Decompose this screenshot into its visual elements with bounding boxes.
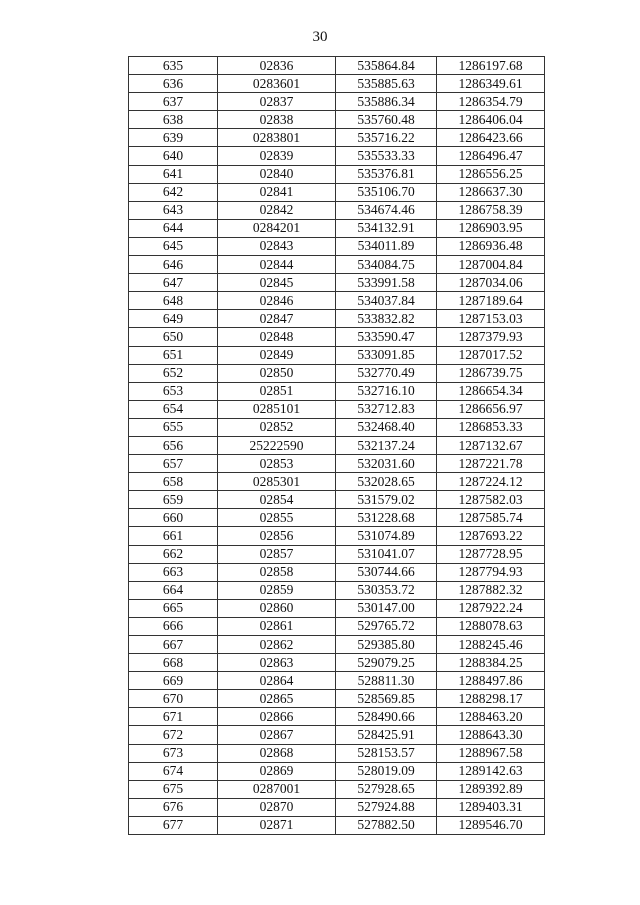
row-index-cell: 658 [129, 473, 218, 491]
y-coordinate-cell: 1287794.93 [437, 563, 545, 581]
point-id-cell: 0285301 [218, 473, 336, 491]
row-index-cell: 646 [129, 256, 218, 274]
row-index-cell: 670 [129, 690, 218, 708]
table-row [129, 780, 545, 798]
x-coordinate-cell: 535760.48 [336, 111, 437, 129]
row-index-cell: 674 [129, 762, 218, 780]
x-coordinate-cell: 533091.85 [336, 346, 437, 364]
row-index-cell: 642 [129, 183, 218, 201]
table-row [129, 726, 545, 744]
point-id-cell: 02867 [218, 726, 336, 744]
y-coordinate-cell: 1286853.33 [437, 418, 545, 436]
coordinates-table [128, 56, 545, 835]
x-coordinate-cell: 528811.30 [336, 672, 437, 690]
table-row [129, 237, 545, 255]
point-id-cell: 02852 [218, 418, 336, 436]
row-index-cell: 673 [129, 744, 218, 762]
x-coordinate-cell: 530147.00 [336, 599, 437, 617]
x-coordinate-cell: 527882.50 [336, 816, 437, 834]
y-coordinate-cell: 1288384.25 [437, 654, 545, 672]
point-id-cell: 02854 [218, 491, 336, 509]
point-id-cell: 02839 [218, 147, 336, 165]
table-row [129, 57, 545, 75]
x-coordinate-cell: 532716.10 [336, 382, 437, 400]
x-coordinate-cell: 532137.24 [336, 436, 437, 454]
y-coordinate-cell: 1287132.67 [437, 436, 545, 454]
point-id-cell: 0287001 [218, 780, 336, 798]
x-coordinate-cell: 535885.63 [336, 75, 437, 93]
x-coordinate-cell: 531041.07 [336, 545, 437, 563]
table-row [129, 436, 545, 454]
y-coordinate-cell: 1287017.52 [437, 346, 545, 364]
row-index-cell: 641 [129, 165, 218, 183]
table-row [129, 816, 545, 834]
table-row [129, 545, 545, 563]
table-row [129, 400, 545, 418]
row-index-cell: 643 [129, 201, 218, 219]
table-row [129, 328, 545, 346]
y-coordinate-cell: 1288497.86 [437, 672, 545, 690]
row-index-cell: 637 [129, 93, 218, 111]
table-row [129, 147, 545, 165]
y-coordinate-cell: 1286556.25 [437, 165, 545, 183]
x-coordinate-cell: 531579.02 [336, 491, 437, 509]
x-coordinate-cell: 535376.81 [336, 165, 437, 183]
row-index-cell: 655 [129, 418, 218, 436]
y-coordinate-cell: 1288643.30 [437, 726, 545, 744]
y-coordinate-cell: 1289403.31 [437, 798, 545, 816]
table-row [129, 274, 545, 292]
x-coordinate-cell: 532028.65 [336, 473, 437, 491]
point-id-cell: 02859 [218, 581, 336, 599]
point-id-cell: 02843 [218, 237, 336, 255]
point-id-cell: 02870 [218, 798, 336, 816]
table-row [129, 292, 545, 310]
row-index-cell: 668 [129, 654, 218, 672]
y-coordinate-cell: 1287004.84 [437, 256, 545, 274]
point-id-cell: 02838 [218, 111, 336, 129]
x-coordinate-cell: 533590.47 [336, 328, 437, 346]
x-coordinate-cell: 532712.83 [336, 400, 437, 418]
row-index-cell: 677 [129, 816, 218, 834]
table-row [129, 672, 545, 690]
point-id-cell: 02858 [218, 563, 336, 581]
row-index-cell: 660 [129, 509, 218, 527]
y-coordinate-cell: 1287224.12 [437, 473, 545, 491]
y-coordinate-cell: 1288298.17 [437, 690, 545, 708]
point-id-cell: 02840 [218, 165, 336, 183]
point-id-cell: 02862 [218, 636, 336, 654]
point-id-cell: 02865 [218, 690, 336, 708]
x-coordinate-cell: 527924.88 [336, 798, 437, 816]
table-row [129, 798, 545, 816]
y-coordinate-cell: 1287882.32 [437, 581, 545, 599]
y-coordinate-cell: 1287153.03 [437, 310, 545, 328]
y-coordinate-cell: 1286423.66 [437, 129, 545, 147]
point-id-cell: 02856 [218, 527, 336, 545]
table-row [129, 382, 545, 400]
row-index-cell: 645 [129, 237, 218, 255]
x-coordinate-cell: 534011.89 [336, 237, 437, 255]
x-coordinate-cell: 534674.46 [336, 201, 437, 219]
point-id-cell: 0285101 [218, 400, 336, 418]
table-row [129, 256, 545, 274]
point-id-cell: 02851 [218, 382, 336, 400]
y-coordinate-cell: 1288078.63 [437, 617, 545, 635]
x-coordinate-cell: 535716.22 [336, 129, 437, 147]
table-row [129, 762, 545, 780]
table-row [129, 346, 545, 364]
y-coordinate-cell: 1286406.04 [437, 111, 545, 129]
x-coordinate-cell: 532468.40 [336, 418, 437, 436]
y-coordinate-cell: 1287922.24 [437, 599, 545, 617]
point-id-cell: 02863 [218, 654, 336, 672]
point-id-cell: 0283801 [218, 129, 336, 147]
y-coordinate-cell: 1289392.89 [437, 780, 545, 798]
table-row [129, 690, 545, 708]
point-id-cell: 02850 [218, 364, 336, 382]
row-index-cell: 666 [129, 617, 218, 635]
x-coordinate-cell: 528569.85 [336, 690, 437, 708]
y-coordinate-cell: 1286354.79 [437, 93, 545, 111]
x-coordinate-cell: 528019.09 [336, 762, 437, 780]
point-id-cell: 02868 [218, 744, 336, 762]
table-row [129, 75, 545, 93]
row-index-cell: 675 [129, 780, 218, 798]
row-index-cell: 636 [129, 75, 218, 93]
x-coordinate-cell: 528490.66 [336, 708, 437, 726]
point-id-cell: 02864 [218, 672, 336, 690]
row-index-cell: 665 [129, 599, 218, 617]
table-row [129, 581, 545, 599]
table-row [129, 617, 545, 635]
point-id-cell: 02846 [218, 292, 336, 310]
table-row [129, 473, 545, 491]
table-row [129, 310, 545, 328]
table-row [129, 364, 545, 382]
row-index-cell: 647 [129, 274, 218, 292]
row-index-cell: 663 [129, 563, 218, 581]
row-index-cell: 672 [129, 726, 218, 744]
row-index-cell: 659 [129, 491, 218, 509]
y-coordinate-cell: 1286656.97 [437, 400, 545, 418]
x-coordinate-cell: 535886.34 [336, 93, 437, 111]
x-coordinate-cell: 535864.84 [336, 57, 437, 75]
y-coordinate-cell: 1287034.06 [437, 274, 545, 292]
y-coordinate-cell: 1288463.20 [437, 708, 545, 726]
y-coordinate-cell: 1286496.47 [437, 147, 545, 165]
table-row [129, 744, 545, 762]
y-coordinate-cell: 1286758.39 [437, 201, 545, 219]
row-index-cell: 653 [129, 382, 218, 400]
point-id-cell: 02857 [218, 545, 336, 563]
table-row [129, 129, 545, 147]
point-id-cell: 02860 [218, 599, 336, 617]
row-index-cell: 640 [129, 147, 218, 165]
row-index-cell: 664 [129, 581, 218, 599]
point-id-cell: 02871 [218, 816, 336, 834]
point-id-cell: 02836 [218, 57, 336, 75]
point-id-cell: 02849 [218, 346, 336, 364]
row-index-cell: 667 [129, 636, 218, 654]
y-coordinate-cell: 1287379.93 [437, 328, 545, 346]
y-coordinate-cell: 1287693.22 [437, 527, 545, 545]
y-coordinate-cell: 1289546.70 [437, 816, 545, 834]
y-coordinate-cell: 1287582.03 [437, 491, 545, 509]
x-coordinate-cell: 531228.68 [336, 509, 437, 527]
x-coordinate-cell: 535106.70 [336, 183, 437, 201]
point-id-cell: 02861 [218, 617, 336, 635]
row-index-cell: 654 [129, 400, 218, 418]
point-id-cell: 02844 [218, 256, 336, 274]
x-coordinate-cell: 533991.58 [336, 274, 437, 292]
row-index-cell: 650 [129, 328, 218, 346]
point-id-cell: 25222590 [218, 436, 336, 454]
point-id-cell: 02841 [218, 183, 336, 201]
row-index-cell: 635 [129, 57, 218, 75]
row-index-cell: 648 [129, 292, 218, 310]
row-index-cell: 657 [129, 455, 218, 473]
point-id-cell: 02842 [218, 201, 336, 219]
y-coordinate-cell: 1289142.63 [437, 762, 545, 780]
x-coordinate-cell: 529079.25 [336, 654, 437, 672]
x-coordinate-cell: 535533.33 [336, 147, 437, 165]
table-row [129, 418, 545, 436]
x-coordinate-cell: 534084.75 [336, 256, 437, 274]
row-index-cell: 661 [129, 527, 218, 545]
row-index-cell: 671 [129, 708, 218, 726]
table-row [129, 93, 545, 111]
row-index-cell: 649 [129, 310, 218, 328]
table-row [129, 599, 545, 617]
y-coordinate-cell: 1286739.75 [437, 364, 545, 382]
point-id-cell: 02869 [218, 762, 336, 780]
point-id-cell: 02866 [218, 708, 336, 726]
row-index-cell: 638 [129, 111, 218, 129]
table-row [129, 491, 545, 509]
y-coordinate-cell: 1286936.48 [437, 237, 545, 255]
y-coordinate-cell: 1286349.61 [437, 75, 545, 93]
table-row [129, 455, 545, 473]
y-coordinate-cell: 1287728.95 [437, 545, 545, 563]
row-index-cell: 662 [129, 545, 218, 563]
point-id-cell: 0284201 [218, 219, 336, 237]
x-coordinate-cell: 532770.49 [336, 364, 437, 382]
y-coordinate-cell: 1286903.95 [437, 219, 545, 237]
x-coordinate-cell: 528425.91 [336, 726, 437, 744]
table-body [129, 57, 545, 835]
row-index-cell: 669 [129, 672, 218, 690]
table-row [129, 708, 545, 726]
table-row [129, 527, 545, 545]
point-id-cell: 0283601 [218, 75, 336, 93]
point-id-cell: 02853 [218, 455, 336, 473]
point-id-cell: 02837 [218, 93, 336, 111]
x-coordinate-cell: 529385.80 [336, 636, 437, 654]
y-coordinate-cell: 1287221.78 [437, 455, 545, 473]
y-coordinate-cell: 1287189.64 [437, 292, 545, 310]
table-row [129, 111, 545, 129]
x-coordinate-cell: 527928.65 [336, 780, 437, 798]
x-coordinate-cell: 529765.72 [336, 617, 437, 635]
x-coordinate-cell: 534132.91 [336, 219, 437, 237]
y-coordinate-cell: 1288245.46 [437, 636, 545, 654]
row-index-cell: 644 [129, 219, 218, 237]
table-row [129, 636, 545, 654]
y-coordinate-cell: 1288967.58 [437, 744, 545, 762]
x-coordinate-cell: 530353.72 [336, 581, 437, 599]
x-coordinate-cell: 533832.82 [336, 310, 437, 328]
row-index-cell: 656 [129, 436, 218, 454]
y-coordinate-cell: 1286197.68 [437, 57, 545, 75]
table-row [129, 563, 545, 581]
table-row [129, 201, 545, 219]
table-row [129, 509, 545, 527]
point-id-cell: 02845 [218, 274, 336, 292]
y-coordinate-cell: 1286654.34 [437, 382, 545, 400]
table-row [129, 219, 545, 237]
y-coordinate-cell: 1286637.30 [437, 183, 545, 201]
point-id-cell: 02847 [218, 310, 336, 328]
x-coordinate-cell: 530744.66 [336, 563, 437, 581]
table-row [129, 183, 545, 201]
x-coordinate-cell: 531074.89 [336, 527, 437, 545]
row-index-cell: 676 [129, 798, 218, 816]
row-index-cell: 639 [129, 129, 218, 147]
table-row [129, 165, 545, 183]
point-id-cell: 02848 [218, 328, 336, 346]
row-index-cell: 652 [129, 364, 218, 382]
row-index-cell: 651 [129, 346, 218, 364]
table-row [129, 654, 545, 672]
x-coordinate-cell: 532031.60 [336, 455, 437, 473]
y-coordinate-cell: 1287585.74 [437, 509, 545, 527]
point-id-cell: 02855 [218, 509, 336, 527]
x-coordinate-cell: 534037.84 [336, 292, 437, 310]
page-number: 30 [312, 29, 328, 45]
x-coordinate-cell: 528153.57 [336, 744, 437, 762]
